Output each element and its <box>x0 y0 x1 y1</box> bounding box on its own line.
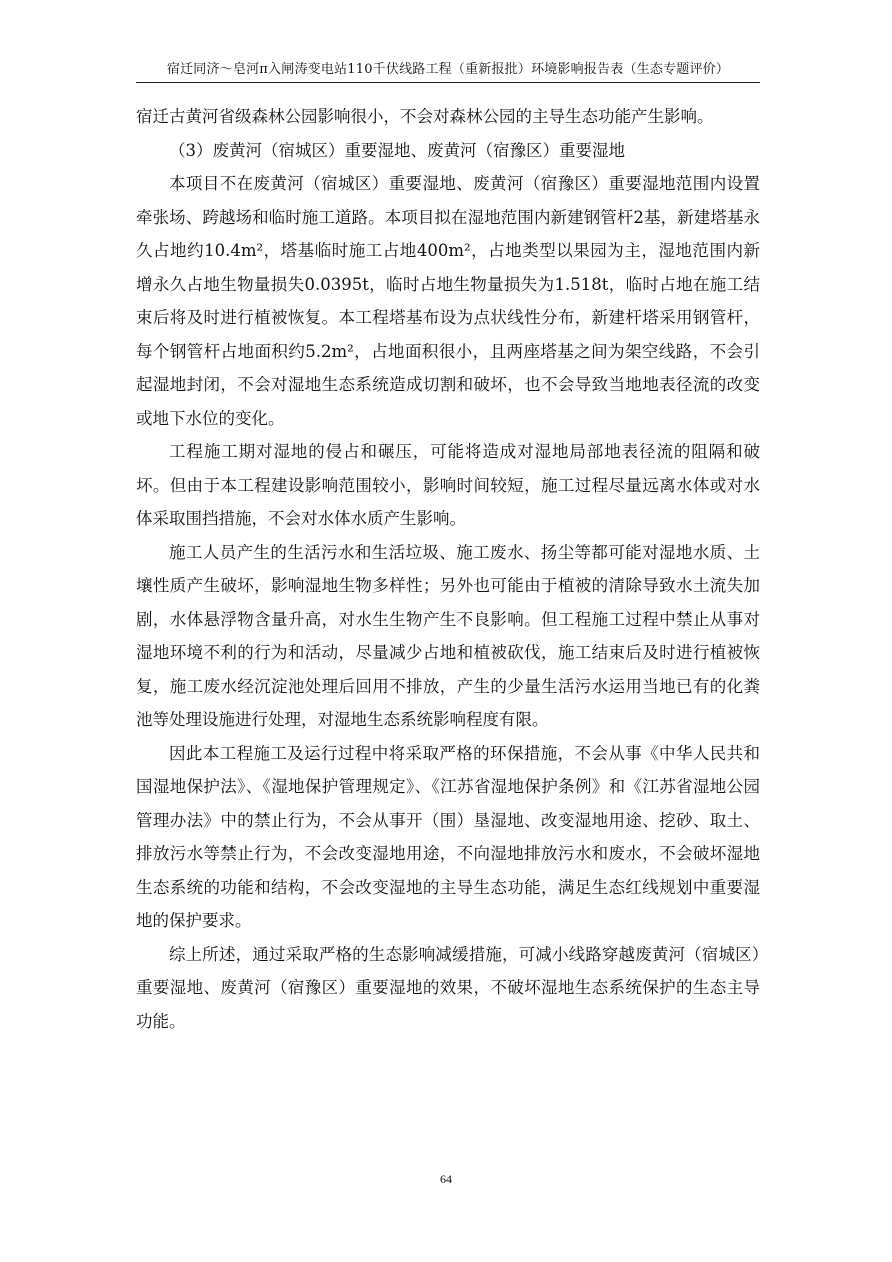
running-header: 宿迁同济～皂河π入闸涛变电站110千伏线路工程（重新报批）环境影响报告表（生态专题评价） <box>166 62 730 77</box>
paragraph-conclusion: 综上所述，通过采取严格的生态影响减缓措施，可减小线路穿越废黄河（宿城区）重要湿地、废黄河（宿豫区）重要湿地的效果，不破坏湿地生态系统保护的生态主导功能。 <box>136 944 760 1031</box>
document-body <box>136 100 760 1038</box>
section-heading: （3）废黄河（宿城区）重要湿地、废黄河（宿豫区）重要湿地 <box>169 140 625 160</box>
paragraph-pollution-impact: 施工人员产生的生活污水和生活垃圾、施工废水、扬尘等都可能对湿地水质、土壤性质产生破坏，影响湿地生物多样性；另外也可能由于植被的清除导致水土流失加剧，水体悬浮物含量升高，对水生生物产生不良影响。但工程施工过程中禁止从事对湿地环境不利的行为和活动，尽量减少占地和植被砍伐，施工结束后及时进行植被恢复，施工废水经沉淀池处理后回用不排放，产生的少量生活污水运用当地已有的化粪池等处理设施进行处理，对湿地生态系统影响程度有限。 <box>136 542 760 729</box>
paragraph-compliance: 因此本工程施工及运行过程中将采取严格的环保措施，不会从事《中华人民共和国湿地保护法》、《湿地保护管理规定》、《江苏省湿地保护条例》和《江苏省湿地公园管理办法》中的禁止行为，不会从事开（围）垦湿地、改变湿地用途、挖砂、取土、排放污水等禁止行为，不会改变湿地用途，不向湿地排放污水和废水，不会破坏湿地生态系统的功能和结构，不会改变湿地的主导生态功能，满足生态红线规划中重要湿地的保护要求。 <box>136 743 760 930</box>
page-number: 64 <box>440 1172 452 1186</box>
paragraph-continuation: 宿迁古黄河省级森林公园影响很小，不会对森林公园的主导生态功能产生影响。 <box>136 107 714 126</box>
paragraph-land-occupation: 本项目不在废黄河（宿城区）重要湿地、废黄河（宿豫区）重要湿地范围内设置牵张场、跨越场和临时施工道路。本项目拟在湿地范围内新建钢管杆2基，新建塔基永久占地约10.4m²，塔基临时施工占地400m²，占地类型以果园为主，湿地范围内新增永久占地生物量损失0.0395t，临时占地生物量损失为1.518t，临时占地在施工结束后将及时进行植被恢复。本工程塔基布设为点状线性分布，新建杆塔采用钢管杆，每个钢管杆占地面积约5.2m²，占地面积很小，且两座塔基之间为架空线路，不会引起湿地封闭，不会对湿地生态系统造成切割和破坏，也不会导致当地地表径流的改变或地下水位的变化。 <box>136 174 760 428</box>
header-divider <box>136 82 760 83</box>
paragraph-construction-impact: 工程施工期对湿地的侵占和碾压，可能将造成对湿地局部地表径流的阻隔和破坏。但由于本工程建设影响范围较小，影响时间较短，施工过程尽量远离水体或对水体采取围挡措施，不会对水体水质产生影响。 <box>136 442 760 528</box>
